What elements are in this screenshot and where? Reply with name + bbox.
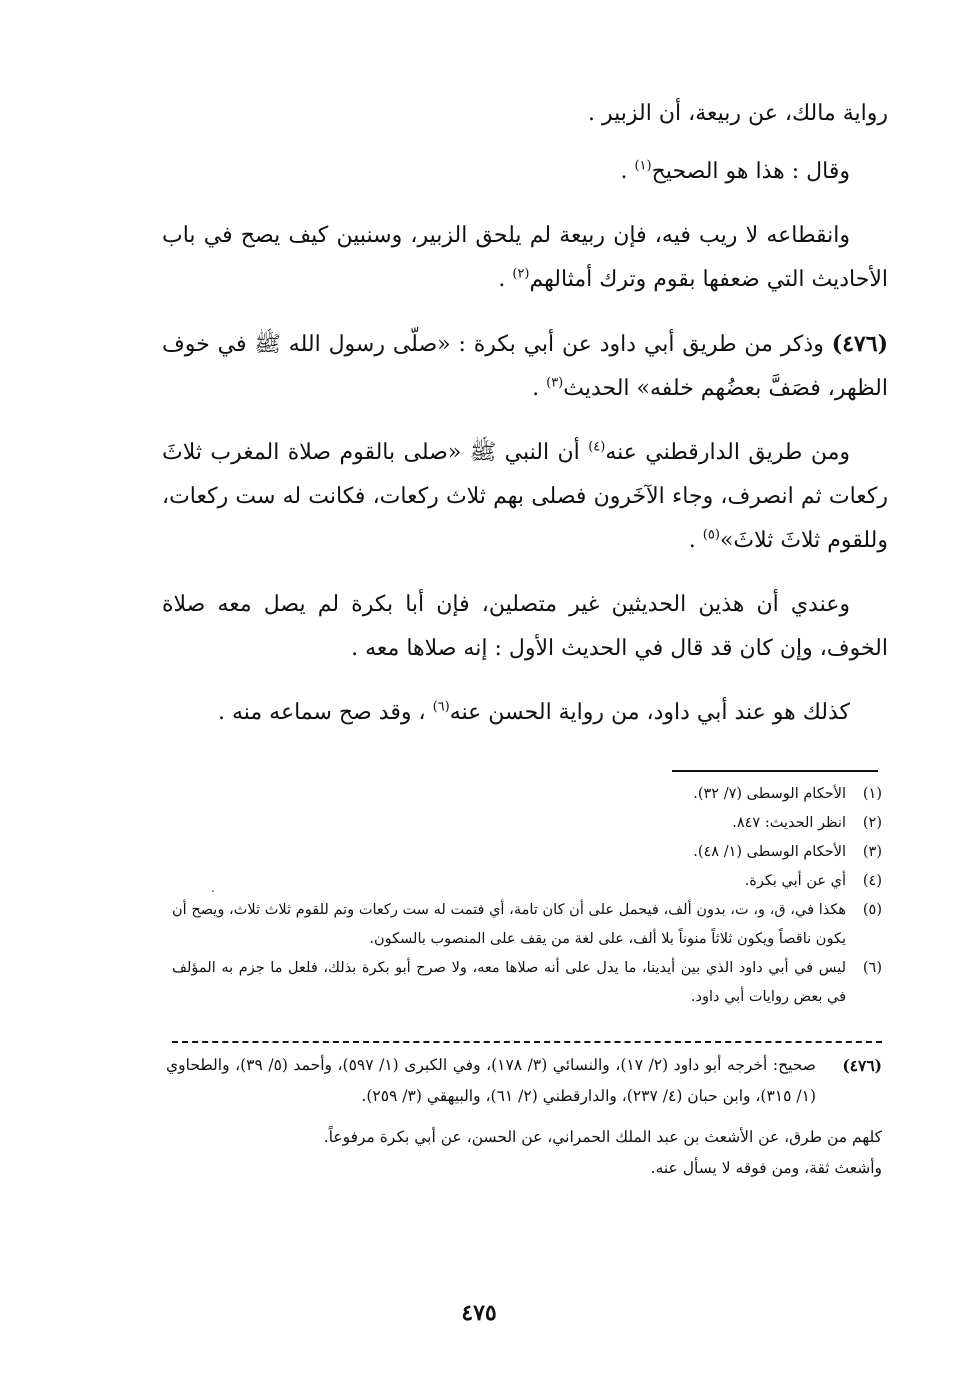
takhrij-entry <box>166 1050 882 1112</box>
hadith-number: (٤٧٦) <box>831 331 888 357</box>
paragraph: وانقطاعه لا ريب فيه، فإن ربيعة لم يلحق الزبير، وسنبين كيف يصح في باب الأحاديث التي ضعفها بقوم وترك أمثالهم$^{(٢)}$ . <box>162 223 888 292</box>
footnote-marker[interactable]: (٢) <box>512 266 530 282</box>
footnote-marker[interactable]: (٥) <box>702 527 720 543</box>
footnote: (١) الأحكام الوسطى (٧/ ٣٢). <box>693 786 882 802</box>
hadith-paragraph: (٤٧٦) وذكر من طريق أبي داود عن أبي بكرة : «صلّى رسول الله ﷺ في خوف الظهر، فصَفَّ بعضُهم خلفه» الحديث$^{(٣)}$ . <box>162 331 888 401</box>
footnote: (٣) الأحكام الوسطى (١/ ٤٨). <box>693 844 882 860</box>
footnote-marker[interactable]: (٣) <box>546 375 564 391</box>
paragraph: ومن طريق الدارقطني عنه$^{(٤)}$ أن النبي ﷺ «صلى بالقوم صلاة المغرب ثلاثَ ركعات ثم انصرف، وجاء الآخَرون فصلى بهم ثلاث ركعات، فكانت له ست ركعات، وللقوم ثلاثَ ثلاثَ»$^{(٥)}$ . <box>162 439 888 553</box>
footnote: (٦) ليس في أبي داود الذي بين أيدينا، ما يدل على أنه صلاها معه، ولا صرح أبو بكرة بذلك، فلعل ما جزم به المؤلف في بعض روايات أبي داود. <box>172 960 882 1005</box>
footnote: (٤) أي عن أبي بكرة. <box>744 873 882 889</box>
takhrij-text: صحيح: أخرجه أبو داود (٢/ ١٧)، والنسائي (٣/ ١٧٨)، وفي الكبرى (١/ ٥٩٧)، وأحمد (٥/ ٣٩)، والطحاوي (١/ ٣١٥)، وابن حبان (٤/ ٢٣٧)، والدارقطني (٢/ ٦١)، والبيهقي (٣/ ٢٥٩). <box>166 1056 816 1105</box>
page-number: ٤٧٥ <box>461 1300 497 1326</box>
footnotes <box>172 780 882 1012</box>
footnote-marker[interactable]: (٤) <box>588 439 606 455</box>
takhrij-paragraph: كلهم من طرق، عن الأشعث بن عبد الملك الحمراني، عن الحسن، عن أبي بكرة مرفوعاً. <box>323 1128 882 1146</box>
footnote-marker[interactable]: (١) <box>634 158 652 174</box>
takhrij-section <box>166 1050 882 1184</box>
paragraph: وقال : هذا هو الصحيح$^{(١)}$ . <box>620 158 850 184</box>
paragraph: كذلك هو عند أبي داود، من رواية الحسن عنه$^{(٦)}$ ، وقد صح سماعه منه . <box>217 699 850 725</box>
footnote: (٢) انظر الحديث: ٨٤٧. <box>732 815 882 831</box>
footnote-marker[interactable]: (٦) <box>432 699 450 715</box>
footnote: (٥) هكذا في، ق، و، ت، بدون ألف، فيحمل على أن كان تامة، أي فتمت له ست ركعات وتم للقوم ثلاث ثلاث، ويصح أن يكون ناقصاً ويكون ثلاثاً منوناً بلا ألف، على لغة من يقف على المنصوب بالسكون. <box>172 902 882 947</box>
takhrij-separator <box>172 1041 882 1043</box>
paragraph: رواية مالك، عن ربيعة، أن الزبير . <box>588 101 888 126</box>
main-text <box>162 92 888 755</box>
takhrij-paragraph: وأشعث ثقة، ومن فوقه لا يسأل عنه. <box>650 1159 882 1177</box>
paragraph: وعندي أن هذين الحديثين غير متصلين، فإن أبا بكرة لم يصل معه صلاة الخوف، وإن كان قد قال في الحديث الأول : إنه صلاها معه . <box>162 592 888 661</box>
footnote-separator <box>672 770 878 772</box>
takhrij-number: (٤٧٦) <box>842 1056 882 1075</box>
